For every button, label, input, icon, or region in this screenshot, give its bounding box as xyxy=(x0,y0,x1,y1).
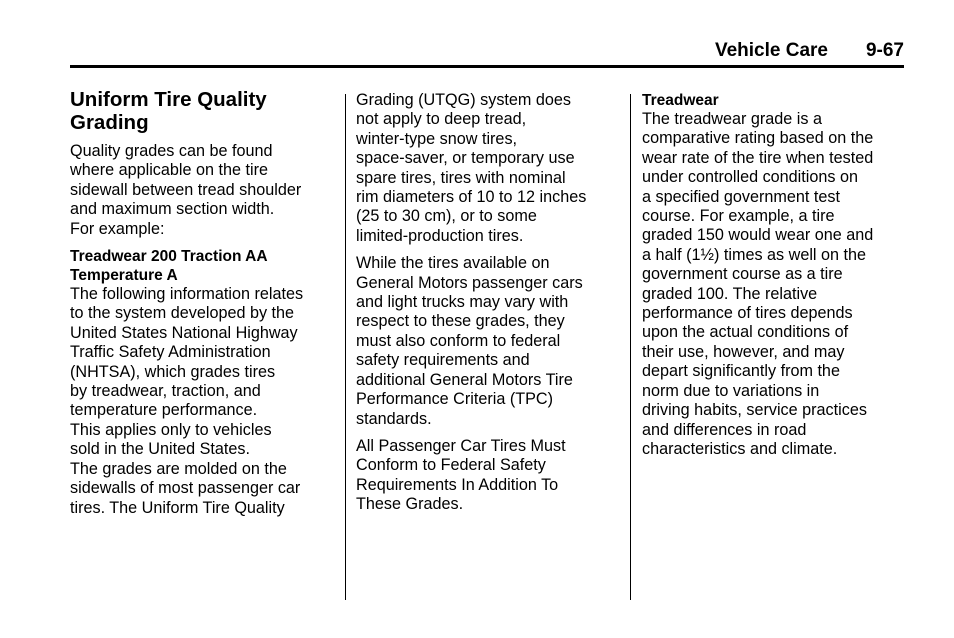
page-number: 9-67 xyxy=(865,40,904,61)
text-line: safety requirements and xyxy=(356,351,530,370)
text-line: Uniform Tire Quality xyxy=(70,88,267,111)
text-line: Quality grades can be found xyxy=(70,142,273,160)
column-middle xyxy=(356,91,618,523)
text-line: This applies only to vehicles xyxy=(70,420,272,439)
text-line: graded 150 would wear one and xyxy=(642,226,874,245)
treadwear-paragraph xyxy=(642,110,904,459)
gm-tires-paragraph xyxy=(356,254,618,429)
text-line: Performance Criteria (TPC) xyxy=(356,390,553,409)
text-line: spare tires, tires with nominal xyxy=(356,168,566,187)
text-line: The treadwear grade is a xyxy=(642,110,822,128)
text-line: not apply to deep tread, xyxy=(356,110,527,129)
text-line: course. For example, a tire xyxy=(642,207,835,226)
text-line: their use, however, and may xyxy=(642,342,845,361)
text-line: (NHTSA), which grades tires xyxy=(70,362,276,381)
text-line: under controlled conditions on xyxy=(642,168,858,187)
text-line: The grades are molded on the xyxy=(70,459,287,478)
text-line: limited-production tires. xyxy=(356,226,524,245)
text-line: While the tires available on xyxy=(356,254,550,273)
text-line: Requirements In Addition To xyxy=(356,475,559,494)
text-line: Grading (UTQG) system does xyxy=(356,91,571,109)
text-line: (25 to 30 cm), or to some xyxy=(356,207,537,226)
column-left xyxy=(70,88,332,526)
text-line: sold in the United States. xyxy=(70,440,250,459)
text-line: General Motors passenger cars xyxy=(356,273,583,292)
text-line: additional General Motors Tire xyxy=(356,370,573,389)
text-line: Grading xyxy=(70,111,149,134)
text-line: and maximum section width. xyxy=(70,200,275,219)
text-line: respect to these grades, they xyxy=(356,312,565,331)
text-line: Traffic Safety Administration xyxy=(70,343,271,362)
text-line: wear rate of the tire when tested xyxy=(642,148,874,167)
text-line: space-saver, or temporary use xyxy=(356,149,575,168)
text-line: sidewalls of most passenger car xyxy=(70,479,301,498)
text-line: must also conform to federal xyxy=(356,331,561,350)
conformance-paragraph xyxy=(356,437,618,515)
text-line: to the system developed by the xyxy=(70,304,295,323)
text-line: United States National Highway xyxy=(70,323,298,342)
example-grade xyxy=(70,247,332,285)
section-title: Vehicle Care xyxy=(714,40,828,61)
page-header xyxy=(70,36,904,68)
text-line: rim diameters of 10 to 12 inches xyxy=(356,188,587,207)
text-line: driving habits, service practices xyxy=(642,401,867,420)
text-line: Treadwear 200 Traction AA xyxy=(70,248,268,266)
text-line: sidewall between tread shoulder xyxy=(70,180,302,199)
text-line: comparative rating based on the xyxy=(642,129,874,148)
text-line: by treadwear, traction, and xyxy=(70,382,261,401)
text-line: These Grades. xyxy=(356,495,464,514)
column-divider xyxy=(630,94,631,600)
text-line: graded 100. The relative xyxy=(642,284,818,303)
text-line: and differences in road xyxy=(642,420,807,439)
text-line: All Passenger Car Tires Must xyxy=(356,436,566,455)
text-line: depart significantly from the xyxy=(642,362,840,381)
text-line: The following information relates xyxy=(70,285,304,304)
text-line: performance of tires depends xyxy=(642,304,853,323)
text-line: characteristics and climate. xyxy=(642,439,838,458)
text-line: a specified government test xyxy=(642,187,840,206)
text-line: winter-type snow tires, xyxy=(356,129,518,148)
text-line: a half (1½) times as well on the xyxy=(642,245,867,264)
text-line: Temperature A xyxy=(70,267,178,285)
text-line: tires. The Uniform Tire Quality xyxy=(70,498,285,517)
column-right xyxy=(642,91,904,467)
text-line: For example: xyxy=(70,219,165,238)
text-line: standards. xyxy=(356,409,432,428)
info-paragraph xyxy=(70,285,332,518)
column-divider xyxy=(345,94,346,600)
text-line: government course as a tire xyxy=(642,265,843,284)
utqg-exemptions-paragraph xyxy=(356,91,618,246)
text-line: temperature performance. xyxy=(70,401,258,420)
section-heading xyxy=(70,88,332,134)
intro-paragraph xyxy=(70,142,332,239)
text-line: norm due to variations in xyxy=(642,381,820,400)
treadwear-heading: Treadwear xyxy=(642,92,719,109)
text-line: where applicable on the tire xyxy=(70,161,268,180)
text-line: and light trucks may vary with xyxy=(356,293,569,312)
text-line: upon the actual conditions of xyxy=(642,323,849,342)
text-line: Conform to Federal Safety xyxy=(356,456,546,475)
